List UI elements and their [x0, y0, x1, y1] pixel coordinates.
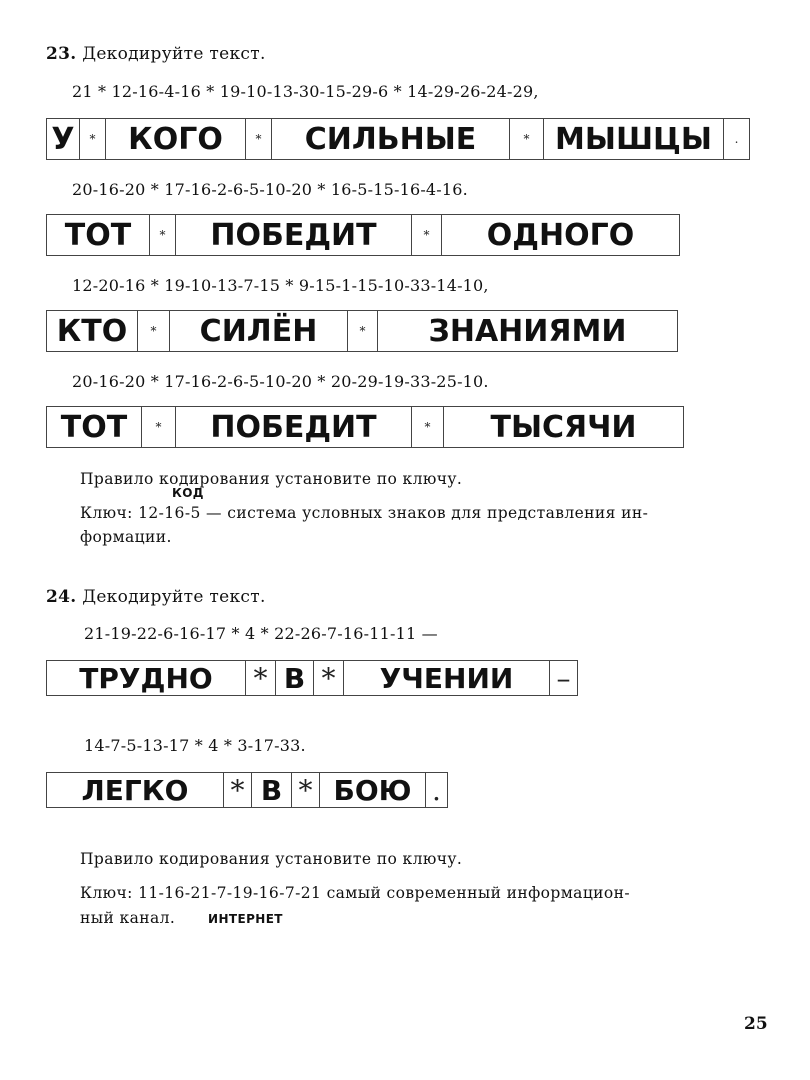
answer-word: ПОБЕДИТ — [176, 407, 412, 447]
answer-separator: * — [224, 773, 252, 807]
answer-word: КТО — [46, 311, 138, 351]
task-24-rule: Правило кодирования установите по ключу. — [80, 850, 463, 868]
answer-word: В — [252, 773, 292, 807]
task-23-rule: Правило кодирования установите по ключу. — [80, 470, 463, 488]
answer-word: СИЛЁН — [170, 311, 348, 351]
answer-word: ТЫСЯЧИ — [444, 407, 684, 447]
task-23-handwritten-answer: КОД — [172, 486, 204, 500]
task-24-answer-1 — [46, 660, 578, 696]
task-24-key-line-1: Ключ: 11-16-21-7-19-16-7-21 самый современный информацион- — [80, 884, 631, 902]
task-24-handwritten-answer: ИНТЕРНЕТ — [208, 912, 283, 926]
task-23-title — [46, 44, 266, 64]
answer-word: ТОТ — [46, 407, 142, 447]
task-24-title-text: Декодируйте текст. — [82, 587, 266, 607]
answer-separator: * — [412, 407, 444, 447]
task-23-key-line-2: формации. — [80, 528, 172, 546]
answer-separator: * — [246, 119, 272, 159]
answer-separator: * — [412, 215, 442, 255]
answer-word: БОЮ — [320, 773, 426, 807]
answer-word: В — [276, 661, 314, 695]
answer-word: УЧЕНИИ — [344, 661, 550, 695]
answer-word: КОГО — [106, 119, 246, 159]
task-23-code-line-4: 20-16-20 * 17-16-2-6-5-10-20 * 20-29-19-33-25-10. — [72, 372, 489, 391]
task-24-number: 24. — [46, 587, 77, 607]
answer-separator: * — [314, 661, 344, 695]
task-23-answer-4 — [46, 406, 684, 448]
task-23-answer-1 — [46, 118, 750, 160]
answer-separator: * — [150, 215, 176, 255]
answer-separator: * — [142, 407, 176, 447]
task-24-code-line-1: 21-19-22-6-16-17 * 4 * 22-26-7-16-11-11 — — [84, 624, 438, 643]
answer-word: У — [46, 119, 80, 159]
task-23-answer-2 — [46, 214, 680, 256]
answer-end-mark: . — [724, 119, 750, 159]
answer-word: МЫШЦЫ — [544, 119, 724, 159]
answer-end-mark: . — [426, 773, 448, 807]
task-24-code-line-2: 14-7-5-13-17 * 4 * 3-17-33. — [84, 736, 306, 755]
task-23-code-line-2: 20-16-20 * 17-16-2-6-5-10-20 * 16-5-15-16-4-16. — [72, 180, 468, 199]
task-24-key-line-2: ный канал. — [80, 909, 176, 927]
task-24-title — [46, 587, 266, 607]
answer-word: ТРУДНО — [46, 661, 246, 695]
answer-separator: * — [348, 311, 378, 351]
task-23-answer-3 — [46, 310, 678, 352]
answer-word: ТОТ — [46, 215, 150, 255]
task-23-title-text: Декодируйте текст. — [82, 44, 266, 64]
answer-word: ЛЕГКО — [46, 773, 224, 807]
answer-separator: * — [80, 119, 106, 159]
task-23-key-line-1: Ключ: 12-16-5 — система условных знаков для представления ин- — [80, 504, 649, 522]
answer-word: ОДНОГО — [442, 215, 680, 255]
task-23-code-line-1: 21 * 12-16-4-16 * 19-10-13-30-15-29-6 * 14-29-26-24-29, — [72, 82, 539, 101]
answer-word: СИЛЬНЫЕ — [272, 119, 510, 159]
page-number: 25 — [744, 1014, 768, 1034]
answer-separator: * — [246, 661, 276, 695]
answer-separator: * — [510, 119, 544, 159]
answer-word: ПОБЕДИТ — [176, 215, 412, 255]
answer-separator: * — [292, 773, 320, 807]
task-23-number: 23. — [46, 44, 77, 64]
task-23-code-line-3: 12-20-16 * 19-10-13-7-15 * 9-15-1-15-10-33-14-10, — [72, 276, 489, 295]
answer-end-mark: – — [550, 661, 578, 695]
answer-separator: * — [138, 311, 170, 351]
answer-word: ЗНАНИЯМИ — [378, 311, 678, 351]
task-24-answer-2 — [46, 772, 448, 808]
